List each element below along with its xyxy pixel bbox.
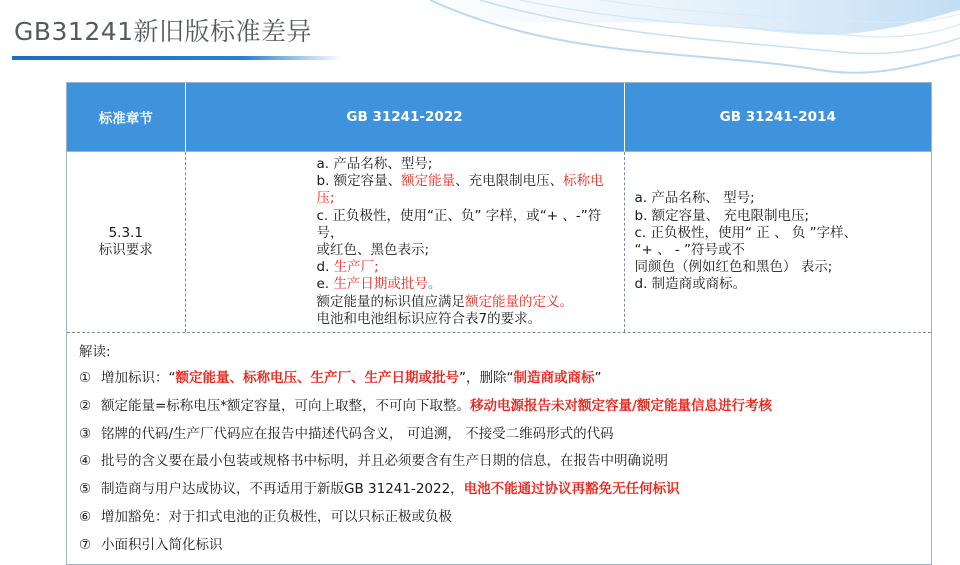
list-item [79, 421, 921, 449]
note-highlight: 移动电源报告未对额定容量/额定能量信息进行考核 [470, 397, 772, 414]
new-line-f [317, 294, 616, 311]
note-text: 增加豁免：对于扣式电池的正负极性，可以只标正极或负极 [101, 509, 452, 526]
chapter-title: 标识要求 [98, 242, 153, 259]
note-text: 铭牌的代码/生产厂代码应在报告中描述代码含义， 可追溯， 不接受二维码形式的代码 [101, 425, 614, 442]
old-line-a: a. 产品名称、 型号; [634, 190, 755, 207]
old-line-b: b. 额定容量、 充电限制电压; [634, 207, 809, 224]
list-item [79, 365, 921, 393]
list-item [79, 532, 921, 560]
header-new-standard: GB 31241-2022 [185, 83, 624, 152]
new-line-d-prefix: d. [316, 259, 334, 276]
note-highlight-2: 制造商或商标 [513, 370, 595, 387]
new-line-e [317, 276, 616, 293]
comparison-table [67, 83, 931, 332]
note-text-3: ” [594, 370, 602, 387]
old-line-c1: c. 正负极性，使用“ 正 、 负 ”字样、 [634, 224, 858, 241]
old-line-d: d. 制造商或商标。 [634, 276, 747, 293]
new-line-f-highlight: 额定能量的定义。 [465, 293, 573, 310]
new-line-c2: 或红色、黑色表示; [316, 242, 430, 259]
note-text: 增加标识：“ [101, 370, 176, 387]
note-text-2: ”，删除“ [459, 370, 514, 387]
new-line-e-highlight: 生产日期或批号 [333, 276, 428, 293]
list-item [79, 476, 921, 504]
note-text: 批号的含义要在最小包装或规格书中标明，并且必须要含有生产日期的信息，在报告中明确说明 [101, 453, 668, 470]
new-line-b-text: b. 额定容量、 [316, 173, 402, 190]
chapter-number: 5.3.1 [108, 224, 143, 241]
new-line-d [317, 259, 616, 276]
note-number: ⑦ [79, 536, 92, 553]
chapter-cell [67, 152, 185, 333]
new-line-c1: c. 正负极性，使用“正、负” 字样，或“+ 、-”符号， [316, 207, 602, 241]
new-line-b-text-2: 、充电限制电压、 [455, 173, 564, 190]
new-line-g: 电池和电池组标识应符合表7的要求。 [316, 310, 542, 327]
note-number: ③ [79, 425, 92, 442]
note-number: ① [79, 370, 92, 387]
old-standard-cell [624, 152, 931, 333]
note-number: ② [79, 397, 92, 414]
header-chapter: 标准章节 [67, 83, 185, 152]
note-text: 制造商与用户达成协议，不再适用于新版GB 31241-2022， [101, 481, 464, 498]
list-item [79, 448, 921, 476]
interpretation-section [67, 332, 931, 564]
new-line-f-text: 额定能量的标识值应满足 [316, 293, 465, 310]
notes-heading: 解读: [79, 344, 111, 361]
header-old-standard: GB 31241-2014 [624, 83, 931, 152]
new-line-b-highlight-2: 标称电压; [316, 173, 604, 207]
new-line-b-highlight-1: 额定能量 [401, 173, 456, 190]
title-underline [12, 56, 342, 60]
new-line-d-highlight: 生产厂; [333, 259, 379, 276]
table-row [67, 152, 931, 333]
old-line-c2: “+ 、 - ”符号或不 [634, 242, 746, 259]
new-standard-cell [185, 152, 624, 333]
old-line-c3: 同颜色（例如红色和黑色） 表示; [634, 259, 833, 276]
note-text: 额定能量=标称电压*额定容量，可向上取整，不可向下取整。 [101, 397, 471, 414]
note-highlight: 电池不能通过协议再豁免无任何标识 [463, 481, 680, 498]
new-line-b [317, 173, 616, 207]
note-number: ⑥ [79, 509, 92, 526]
table-header-row [67, 83, 931, 152]
page-title: GB31241新旧版标准差异 [14, 17, 313, 46]
comparison-panel [66, 82, 932, 565]
list-item [79, 393, 921, 421]
list-item [79, 504, 921, 532]
note-text: 小面积引入简化标识 [101, 536, 223, 553]
note-highlight: 额定能量、标称电压、生产厂、生产日期或批号 [175, 370, 459, 387]
note-number: ⑤ [79, 481, 92, 498]
note-number: ④ [79, 453, 92, 470]
new-line-a: a. 产品名称、型号; [316, 156, 433, 172]
new-line-e-prefix: e. [316, 276, 334, 293]
new-line-e-period: 。 [427, 276, 442, 293]
